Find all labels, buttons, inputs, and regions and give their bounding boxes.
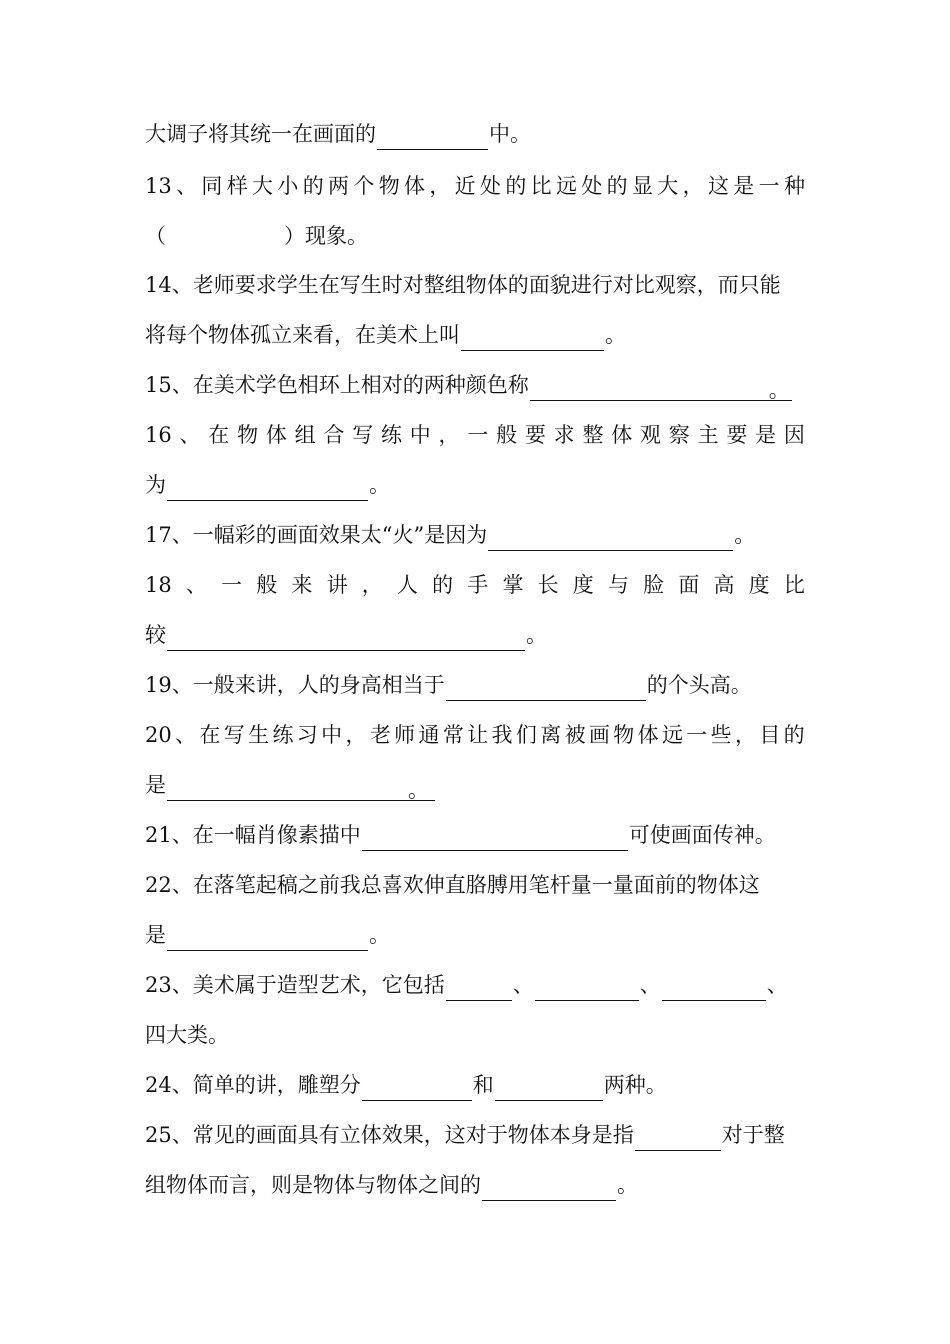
q20-char: 、 (175, 723, 197, 747)
q20-char: 我 (491, 723, 513, 747)
q20-char: 离 (540, 723, 562, 747)
q25-text-pre: 25、常见的画面具有立体效果，这对于物体本身是指 (145, 1123, 634, 1147)
q20-text-pre: 是 (145, 773, 166, 797)
q13-char: 这 (707, 174, 729, 198)
q20-char: 老 (369, 723, 391, 747)
q24-blank-2[interactable] (495, 1072, 603, 1101)
q24-text-mid: 和 (472, 1073, 494, 1097)
q19-text-post: 的个头高。 (646, 673, 752, 697)
q24-blank-1[interactable] (362, 1072, 472, 1101)
q20-char: 远 (661, 723, 683, 747)
q16-char: 在 (208, 423, 230, 447)
q18-char: 掌 (502, 573, 524, 597)
q16-char: 是 (755, 423, 777, 447)
q13-char: 显 (631, 174, 653, 198)
q22-line2 (145, 919, 390, 951)
q18-char: 与 (607, 573, 629, 597)
q16-char: 合 (323, 423, 345, 447)
q16-text-post: 。 (369, 473, 390, 497)
q20-char: 们 (515, 723, 537, 747)
q24-text-pre: 24、简单的讲，雕塑分 (145, 1073, 361, 1097)
q17-text-post: 。 (734, 523, 756, 547)
q20-char: 习 (296, 723, 318, 747)
q12-text-pre: 大调子将其统一在画面的 (145, 122, 376, 146)
q13-char: 物 (378, 174, 400, 198)
q17-text-pre: 17、一幅彩的画面效果太“火”是因为 (145, 523, 488, 547)
q20-line2 (145, 769, 436, 801)
q21-text-pre: 21、在一幅肖像素描中 (145, 823, 361, 847)
q13-char: 的 (505, 174, 527, 198)
q22-text-post: 。 (369, 923, 390, 947)
q23-separator: 、 (766, 973, 788, 997)
q18-char: 18 (145, 573, 172, 597)
q18-char: ， (361, 573, 383, 597)
q16-char: 写 (352, 423, 374, 447)
q16-char: 16 (145, 423, 172, 447)
q13-char: 大 (252, 174, 274, 198)
q19-blank[interactable] (446, 672, 646, 701)
q16-char: 般 (496, 423, 518, 447)
q17-line (145, 519, 755, 551)
q18-char: 手 (467, 573, 489, 597)
q16-char: 组 (294, 423, 316, 447)
q16-char: 主 (697, 423, 719, 447)
q22-line1: 22、在落笔起稿之前我总喜欢伸直胳膊用笔杆量一量面前的物体这 (145, 873, 760, 897)
q18-char: 比 (783, 573, 805, 597)
q25-blank-2[interactable] (482, 1172, 616, 1201)
q13-char: 的 (606, 174, 628, 198)
q16-char: 一 (467, 423, 489, 447)
q18-char: 的 (432, 573, 454, 597)
q13-char: 种 (783, 174, 805, 198)
q18-char: 度 (572, 573, 594, 597)
q18-char: 高 (713, 573, 735, 597)
q16-char: 练 (380, 423, 402, 447)
q13-char: 体 (404, 174, 426, 198)
q18-char: 人 (396, 573, 418, 597)
q21-blank[interactable] (362, 822, 628, 851)
q23-separator: 、 (512, 973, 534, 997)
q18-char: 、 (185, 573, 207, 597)
q20-char: 些 (710, 723, 732, 747)
q14-text-post: 。 (605, 323, 626, 347)
q20-char: 常 (442, 723, 464, 747)
q18-text-pre: 较 (145, 623, 166, 647)
q25-line2 (145, 1169, 638, 1201)
q15-blank[interactable] (530, 372, 792, 401)
q13-char: 小 (277, 174, 299, 198)
q20-char: 体 (637, 723, 659, 747)
q18-char: 来 (291, 573, 313, 597)
q16-char: 中 (409, 423, 431, 447)
q20-char: 中 (321, 723, 343, 747)
q15-line (145, 369, 793, 401)
q18-char: 度 (748, 573, 770, 597)
q19-line (145, 669, 752, 701)
q12-continuation (145, 118, 531, 150)
q16-char: 、 (179, 423, 201, 447)
q14-line1: 14、老师要求学生在写生时对整组物体的面貌进行对比观察，而只能 (145, 273, 781, 297)
q20-char: 一 (686, 723, 708, 747)
q20-char: 通 (418, 723, 440, 747)
q20-char: 被 (564, 723, 586, 747)
q13-char: ， (682, 174, 704, 198)
q20-char: 练 (272, 723, 294, 747)
q16-char: 观 (640, 423, 662, 447)
q20-char: ， (345, 723, 367, 747)
q16-char: 要 (524, 423, 546, 447)
q18-text-post: 。 (526, 623, 547, 647)
q20-char: 师 (394, 723, 416, 747)
q16-text-pre: 为 (145, 473, 166, 497)
q16-blank[interactable] (167, 472, 368, 501)
q20-text-post: 。 (408, 778, 429, 802)
q16-char: 要 (726, 423, 748, 447)
q20-blank[interactable] (167, 772, 435, 801)
q17-blank[interactable] (488, 522, 733, 551)
q13-char: 大 (657, 174, 679, 198)
q18-char: 脸 (643, 573, 665, 597)
q23-blank-1[interactable] (446, 972, 512, 1001)
q14-blank[interactable] (461, 322, 604, 351)
q23-text-pre: 23、美术属于造型艺术，它包括 (145, 973, 445, 997)
q25-line1 (145, 1119, 785, 1151)
q13-char: 处 (581, 174, 603, 198)
q13-line1 (145, 170, 805, 202)
q13-char: 远 (555, 174, 577, 198)
q16-char: 求 (553, 423, 575, 447)
q12-text-post: 中。 (489, 122, 531, 146)
q16-char: 因 (783, 423, 805, 447)
q16-char: 物 (237, 423, 259, 447)
q20-char: 20 (145, 723, 172, 747)
q23-blank-3[interactable] (662, 972, 766, 1001)
q13-char: 是 (733, 174, 755, 198)
q18-char: 面 (678, 573, 700, 597)
q15-text-pre: 15、在美术学色相环上相对的两种颜色称 (145, 373, 529, 397)
q23-line1 (145, 969, 788, 1001)
q19-text-pre: 19、一般来讲，人的身高相当于 (145, 673, 445, 697)
q13-open-paren: （ (145, 224, 166, 248)
q14-line2 (145, 319, 626, 351)
q14-text-pre: 将每个物体孤立来看，在美术上叫 (145, 323, 460, 347)
q13-char: 同 (201, 174, 223, 198)
q13-char: 一 (758, 174, 780, 198)
q13-char: 两 (328, 174, 350, 198)
q23-blank-2[interactable] (535, 972, 639, 1001)
q12-blank[interactable] (377, 121, 488, 150)
q18-line2 (145, 619, 547, 651)
q25-text-post-2: 。 (617, 1173, 638, 1197)
q21-text-post: 可使画面传神。 (628, 823, 776, 847)
q16-line1 (145, 419, 805, 451)
q20-char: 让 (467, 723, 489, 747)
q20-char: 物 (613, 723, 635, 747)
q16-char: 体 (265, 423, 287, 447)
q13-char: 近 (454, 174, 476, 198)
q24-text-post: 两种。 (603, 1073, 667, 1097)
q20-char: 画 (588, 723, 610, 747)
q13-line2 (145, 220, 368, 252)
q16-char: ， (438, 423, 460, 447)
q16-line2 (145, 469, 390, 501)
q13-char: 、 (176, 174, 198, 198)
q20-char: ， (734, 723, 756, 747)
q20-char: 在 (199, 723, 221, 747)
q21-line (145, 819, 776, 851)
q18-char: 般 (256, 573, 278, 597)
q16-char: 整 (582, 423, 604, 447)
q20-char: 的 (783, 723, 805, 747)
q20-char: 生 (248, 723, 270, 747)
q22-blank[interactable] (167, 922, 368, 951)
q25-text-pre-2: 组物体而言，则是物体与物体之间的 (145, 1173, 481, 1197)
q13-char: 个 (353, 174, 375, 198)
q13-char: ， (429, 174, 451, 198)
q23-line2: 四大类。 (145, 1023, 229, 1047)
q20-char: 写 (223, 723, 245, 747)
q25-blank-1[interactable] (635, 1122, 721, 1151)
q13-char: 13 (145, 174, 172, 198)
q20-line1 (145, 719, 805, 751)
q13-char: 的 (302, 174, 324, 198)
q13-char: 处 (480, 174, 501, 198)
q18-line1 (145, 569, 805, 601)
q15-text-post: 。 (768, 378, 790, 402)
q20-char: 目 (759, 723, 781, 747)
q25-text-post: 对于整 (721, 1123, 785, 1147)
q24-line (145, 1069, 667, 1101)
q16-char: 察 (668, 423, 690, 447)
q18-char: 讲 (326, 573, 348, 597)
q13-char: 样 (226, 174, 248, 198)
q16-char: 体 (611, 423, 633, 447)
q18-char: 一 (221, 573, 243, 597)
q13-close-text: ）现象。 (284, 224, 368, 248)
q18-blank[interactable] (167, 622, 525, 651)
q22-text-pre: 是 (145, 923, 166, 947)
q23-separator: 、 (639, 973, 661, 997)
q13-char: 比 (530, 174, 552, 198)
q18-char: 长 (537, 573, 559, 597)
